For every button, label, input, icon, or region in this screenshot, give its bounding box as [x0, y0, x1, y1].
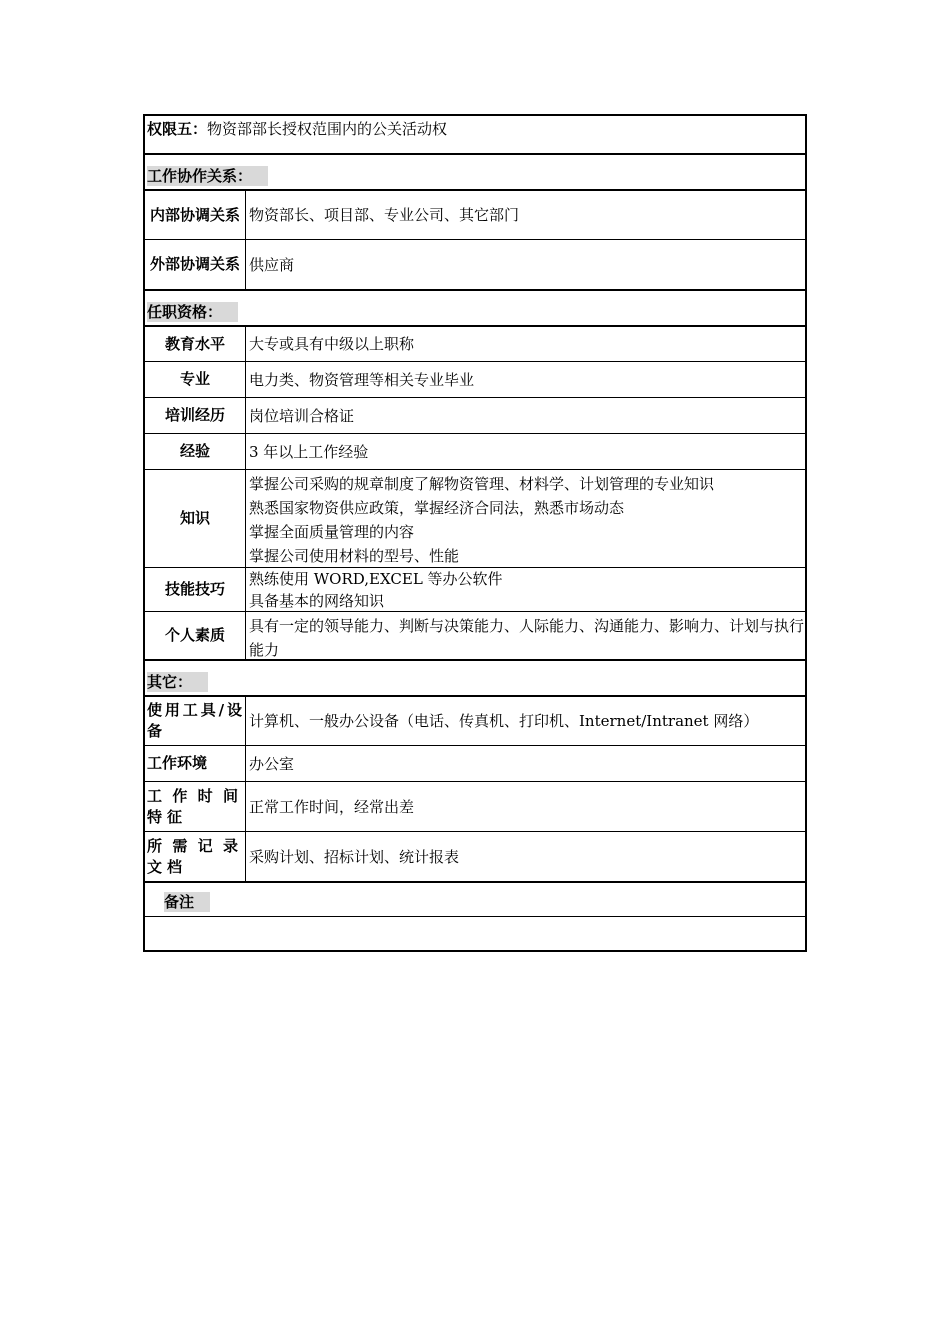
- authority-text: 物资部部长授权范围内的公关活动权: [207, 120, 448, 138]
- skills-row: [145, 567, 805, 611]
- qual-section-row: [145, 289, 805, 325]
- documents-value: 采购计划、招标计划、统计报表: [249, 847, 460, 866]
- environment-label: 工作环境: [145, 746, 246, 781]
- experience-label: 经验: [145, 434, 246, 469]
- knowledge-label: 知识: [145, 470, 246, 567]
- education-label: 教育水平: [145, 327, 246, 361]
- skills-label: 技能技巧: [145, 568, 246, 611]
- documents-row: [145, 831, 805, 881]
- other-section-title: 其它：: [147, 672, 208, 692]
- time-value: 正常工作时间，经常出差: [249, 797, 415, 816]
- external-row: [145, 239, 805, 289]
- knowledge-line: 掌握全面质量管理的内容: [249, 523, 415, 541]
- authority-row: [145, 116, 805, 153]
- experience-row: [145, 433, 805, 469]
- education-value: 大专或具有中级以上职称: [249, 335, 415, 353]
- tools-label: 使用工具/设备: [145, 697, 246, 745]
- major-value: 电力类、物资管理等相关专业毕业: [249, 370, 475, 389]
- time-label: 工作时间特征: [145, 782, 246, 831]
- documents-label: 所需记录文档: [145, 832, 246, 881]
- experience-value: 3 年以上工作经验: [249, 442, 369, 461]
- internal-value: 物资部长、项目部、专业公司、其它部门: [249, 206, 520, 224]
- knowledge-line: 掌握公司使用材料的型号、性能: [249, 547, 460, 565]
- other-section-row: [145, 659, 805, 695]
- job-description-table: [143, 114, 807, 952]
- environment-row: [145, 745, 805, 781]
- training-row: [145, 397, 805, 433]
- personal-label: 个人素质: [145, 612, 246, 659]
- external-value: 供应商: [249, 255, 295, 274]
- remarks-title: 备注: [164, 892, 210, 912]
- remarks-header-row: [145, 881, 805, 916]
- major-label: 专业: [145, 362, 246, 397]
- skills-value: [247, 568, 805, 611]
- tools-value: 计算机、一般办公设备（电话、传真机、打印机、Internet/Intranet 网络）: [249, 712, 759, 730]
- training-label: 培训经历: [145, 398, 246, 433]
- time-row: [145, 781, 805, 831]
- knowledge-value: [247, 470, 805, 567]
- knowledge-line: 熟悉国家物资供应政策，掌握经济合同法，熟悉市场动态: [249, 499, 625, 517]
- remarks-content-row: [145, 916, 805, 950]
- training-value: 岗位培训合格证: [249, 406, 355, 425]
- skills-line: 具备基本的网络知识: [249, 592, 385, 610]
- internal-row: [145, 189, 805, 239]
- collab-section-row: [145, 153, 805, 189]
- internal-label: 内部协调关系: [145, 191, 246, 239]
- personal-value: 具有一定的领导能力、判断与决策能力、人际能力、沟通能力、影响力、计划与执行能力: [249, 617, 805, 659]
- external-label: 外部协调关系: [145, 240, 246, 289]
- qual-section-title: 任职资格：: [147, 302, 238, 322]
- collab-section-title: 工作协作关系：: [147, 166, 268, 186]
- personal-row: [145, 611, 805, 659]
- knowledge-line: 掌握公司采购的规章制度了解物资管理、材料学、计划管理的专业知识: [249, 475, 715, 493]
- authority-label: 权限五：: [147, 120, 208, 138]
- environment-value: 办公室: [249, 754, 295, 773]
- major-row: [145, 361, 805, 397]
- skills-line: 熟练使用 WORD,EXCEL 等办公软件: [249, 570, 503, 588]
- tools-row: [145, 695, 805, 745]
- education-row: [145, 325, 805, 361]
- knowledge-row: [145, 469, 805, 567]
